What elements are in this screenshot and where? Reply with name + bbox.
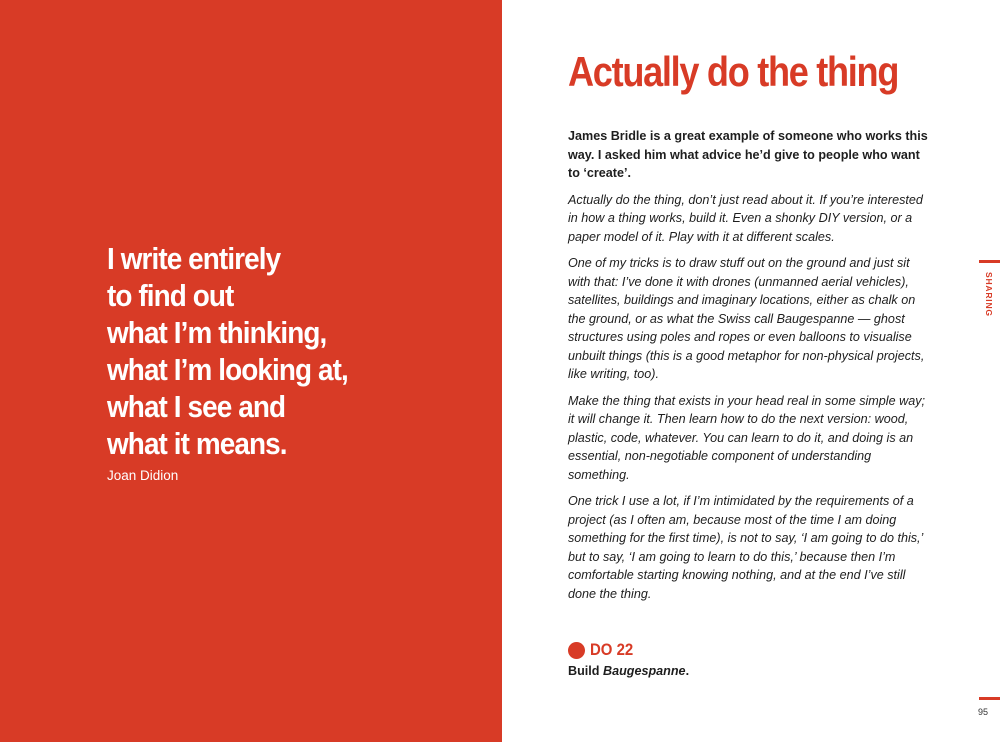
do-action: [568, 664, 689, 678]
section-marker: [979, 260, 1000, 263]
article-paragraph: One of my tricks is to draw stuff out on the ground and just sit with that: I’ve done it with drones (unmanned aerial vehicles), satellites, buildings and imaginary locations, either as chalk on the ground, or as what the Swiss call Baugespanne — ghost structures using poles and ropes or even balloons to visualise unbuilt things (this is a good metaphor for non-physical projects, like writing, too).: [568, 256, 925, 381]
right-page: [502, 0, 1000, 742]
do-label: [568, 640, 689, 660]
quote-line: what I’m thinking,: [107, 315, 327, 350]
article-body: [568, 127, 933, 611]
quote-line: what it means.: [107, 426, 287, 461]
circle-bullet-icon: [568, 642, 585, 659]
quote-line: what I see and: [107, 389, 286, 424]
pull-quote: [107, 240, 449, 462]
article-title: Actually do the thing: [568, 48, 899, 95]
quote-line: I write entirely: [107, 241, 281, 276]
do-block: [568, 640, 689, 678]
do-action-emphasis: Baugespanne: [602, 664, 686, 678]
section-tab: SHARING: [984, 272, 994, 317]
article-paragraph: Make the thing that exists in your head real in some simple way; it will change it. Then learn how to do the next version: wood, plastic, code, whatever. You can learn to do it, and doing is an essential, non-negotiable component of understanding something.: [568, 393, 925, 482]
article-paragraph: One trick I use a lot, if I’m intimidated by the requirements of a project (as I often am, because most of the time I am doing something for the first time), is not to say, ‘I am going to do this,’ but to say, ‘I am going to learn to do this,’ because then I’m comfortable starting knowing nothing, and at the end I’ve still done the thing.: [568, 494, 923, 601]
do-action-suffix: .: [685, 664, 690, 678]
do-action-prefix: Build: [568, 664, 603, 678]
quote-line: what I’m looking at,: [107, 352, 348, 387]
article-paragraph: Actually do the thing, don’t just read about it. If you’re interested in how a thing works, build it. Even a shonky DIY version, or a paper model of it. Play with it at different scales.: [568, 192, 923, 244]
quote-block: [107, 240, 487, 484]
article-intro: James Bridle is a great example of someone who works this way. I asked him what advice he’d give to people who want to ‘create’.: [568, 129, 928, 180]
quote-author: Joan Didion: [107, 468, 179, 483]
page-number: 95: [978, 707, 989, 717]
quote-line: to find out: [107, 278, 234, 313]
do-number: DO 22: [590, 640, 634, 659]
page-number-marker: [979, 697, 1000, 700]
